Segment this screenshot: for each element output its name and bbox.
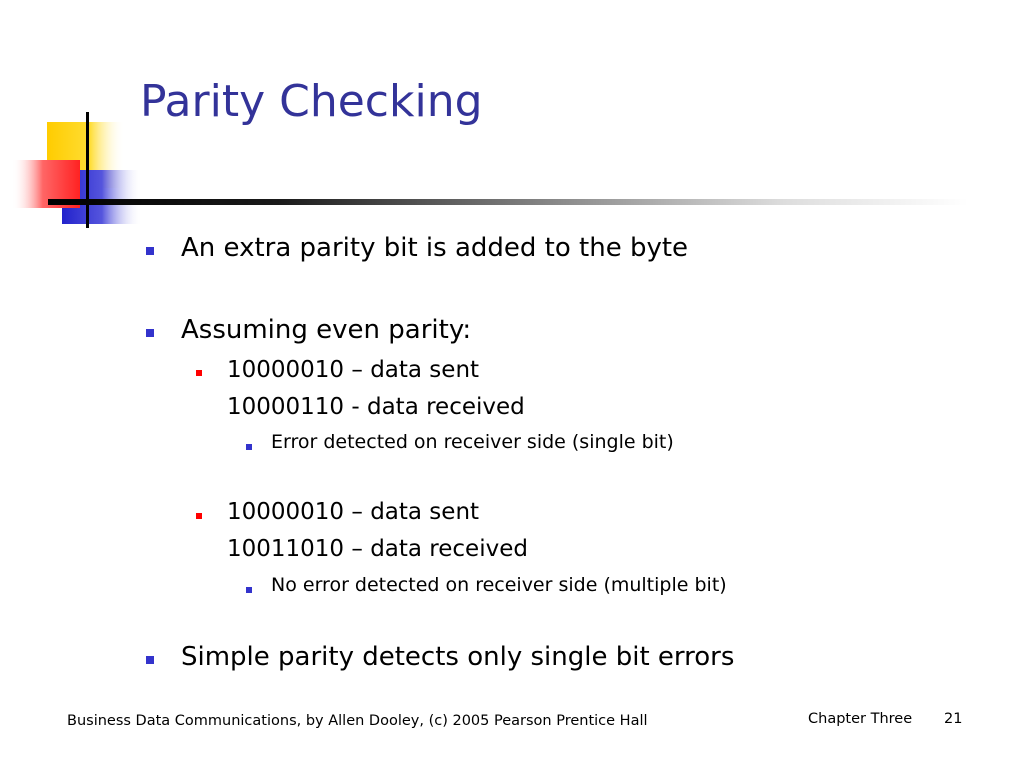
bullet-item: An extra parity bit is added to the byte [181,233,689,263]
bullet-square-icon [146,656,154,664]
footer-citation: Business Data Communications, by Allen Dooley, (c) 2005 Pearson Prentice Hall [67,713,648,729]
sub-sub-bullet-square-icon [246,444,252,450]
slide-title: Parity Checking [140,76,483,127]
bullet-item: Assuming even parity: [181,315,472,345]
sub-bullet-continuation: 10000110 - data received [227,394,525,420]
sub-bullet-continuation: 10011010 – data received [227,536,528,562]
sub-bullet-item: 10000010 – data sent [227,357,480,383]
sub-bullet-square-icon [196,513,202,519]
bullet-square-icon [146,247,154,255]
sub-sub-bullet-item: No error detected on receiver side (multiple bit) [271,574,727,596]
sub-bullet-item: 10000010 – data sent [227,499,480,525]
sub-sub-bullet-item: Error detected on receiver side (single bit) [271,431,674,453]
bullet-square-icon [146,329,154,337]
bullet-item: Simple parity detects only single bit errors [181,642,735,672]
footer-page-number: 21 [944,711,963,727]
logo-vertical-line [86,112,89,228]
title-divider [48,199,968,205]
footer-chapter: Chapter Three [808,711,913,727]
sub-bullet-square-icon [196,370,202,376]
sub-sub-bullet-square-icon [246,587,252,593]
